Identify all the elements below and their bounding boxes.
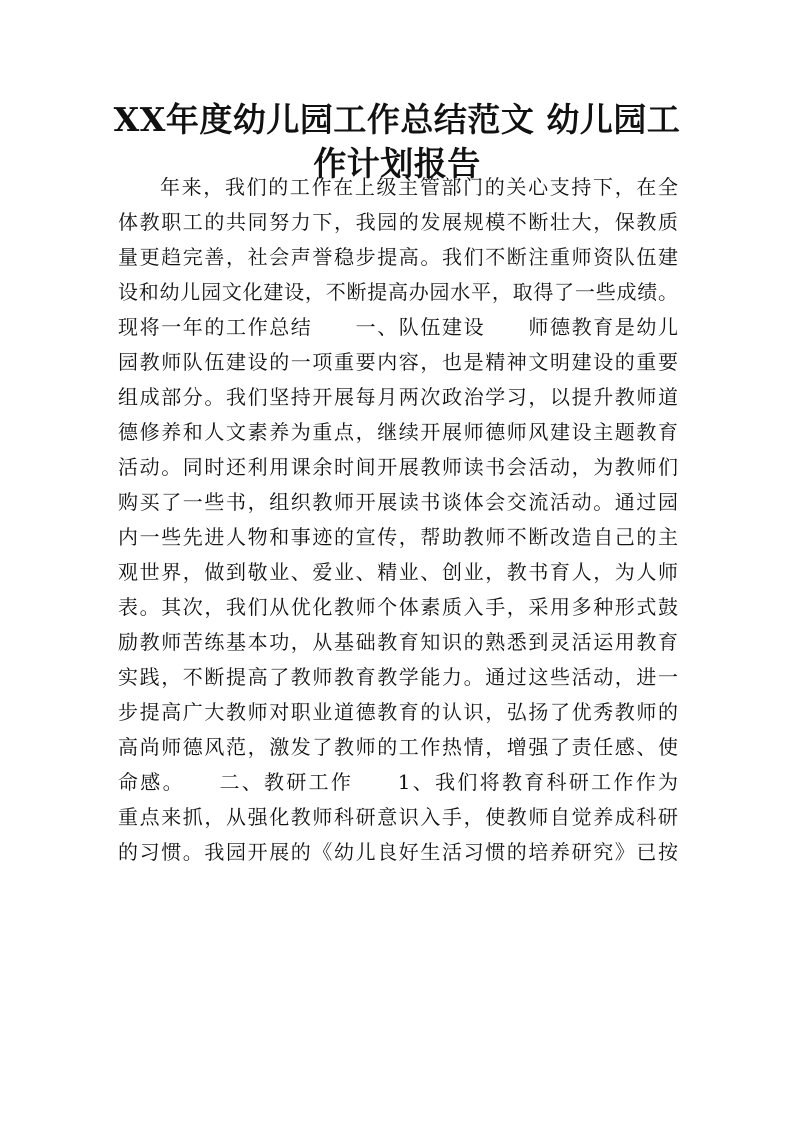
body-line-19: 重点来抓，从强化教师科研意识入手，使教师自觉养成科研 — [118, 805, 678, 829]
body-line-15: 实践，不断提高了教师教育教学能力。通过这些活动，进一 — [118, 665, 678, 689]
body-line-7: 组成部分。我们坚持开展每月两次政治学习，以提升教师道 — [118, 385, 678, 409]
body-line-14: 励教师苦练基本功，从基础教育知识的熟悉到灵活运用教育 — [118, 630, 678, 654]
body-line-18: 命感。 二、教研工作 1、我们将教育科研工作作为 — [118, 770, 678, 794]
body-line-17: 高尚师德风范，激发了教师的工作热情，增强了责任感、使 — [118, 735, 678, 759]
body-line-6: 园教师队伍建设的一项重要内容，也是精神文明建设的重要 — [118, 350, 678, 374]
body-line-8: 德修养和人文素养为重点，继续开展师德师风建设主题教育 — [118, 420, 678, 444]
body-line-13: 表。其次，我们从优化教师个体素质入手，采用多种形式鼓 — [118, 595, 678, 619]
body-line-20: 的习惯。我园开展的《幼儿良好生活习惯的培养研究》已按 — [118, 840, 678, 864]
body-line-10: 购买了一些书，组织教师开展读书谈体会交流活动。通过园 — [118, 490, 678, 514]
body-line-2: 体教职工的共同努力下，我园的发展规模不断壮大，保教质 — [118, 210, 678, 234]
title-line-2: 作计划报告 — [313, 144, 481, 183]
body-line-1: 年来，我们的工作在上级主管部门的关心支持下，在全 — [160, 175, 678, 199]
body-line-12: 观世界，做到敬业、爱业、精业、创业，教书育人，为人师 — [118, 560, 678, 584]
body-line-16: 步提高广大教师对职业道德教育的认识，弘扬了优秀教师的 — [118, 700, 678, 724]
body-line-9: 活动。同时还利用课余时间开展教师读书会活动，为教师们 — [118, 455, 678, 479]
body-line-4: 设和幼儿园文化建设，不断提高办园水平，取得了一些成绩。 — [118, 280, 678, 304]
body-line-5: 现将一年的工作总结 一、队伍建设 师德教育是幼儿 — [118, 315, 678, 339]
title-line-1: XX年度幼儿园工作总结范文 幼儿园工 — [113, 100, 681, 139]
body-paragraph — [118, 170, 678, 870]
body-line-3: 量更趋完善，社会声誉稳步提高。我们不断注重师资队伍建 — [118, 245, 678, 269]
body-line-11: 内一些先进人物和事迹的宣传，帮助教师不断改造自己的主 — [118, 525, 678, 549]
